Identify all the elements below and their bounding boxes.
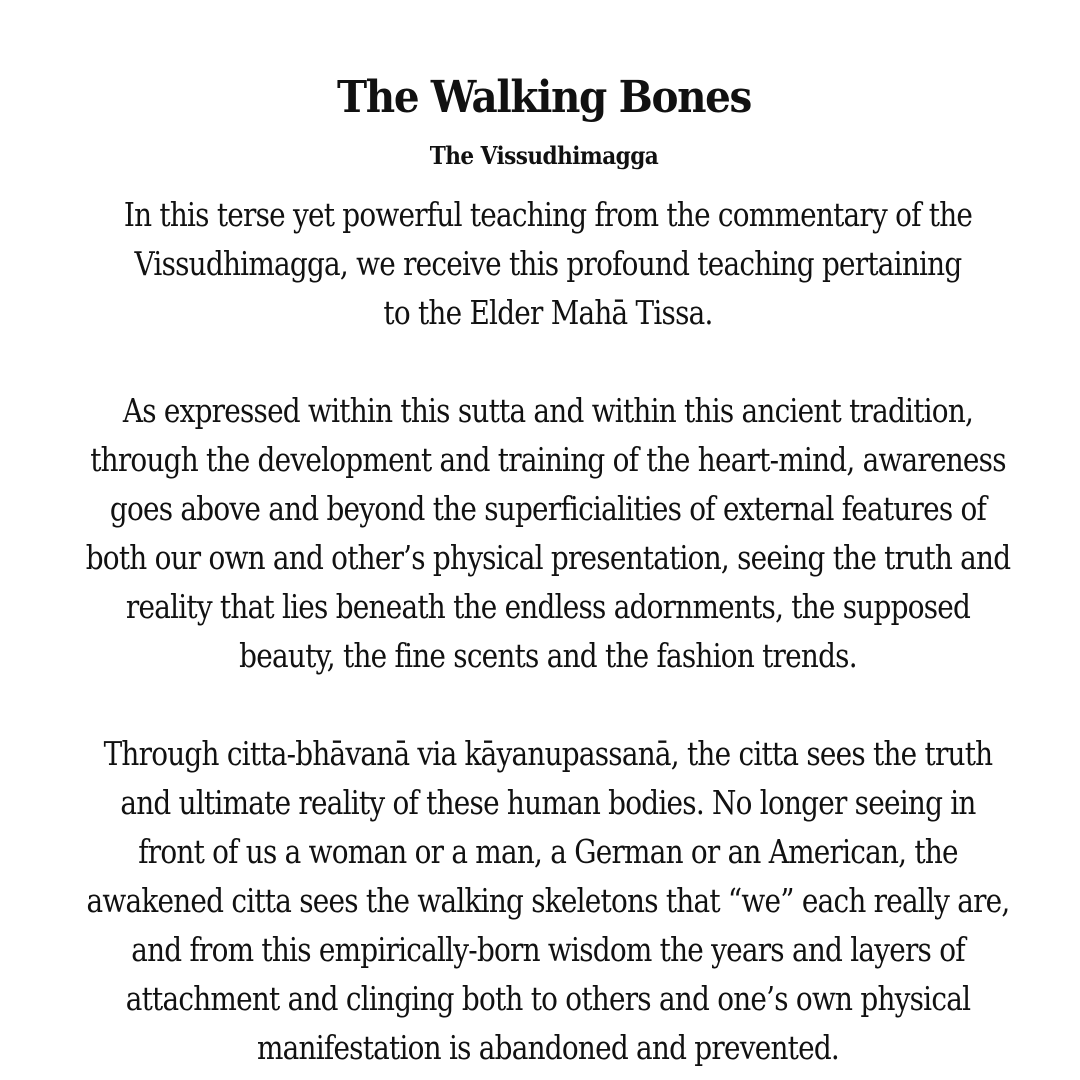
- paragraph-citta: [0, 729, 1080, 1072]
- paragraph-line: beauty, the fine scents and the fashion trends.: [239, 636, 857, 675]
- paragraph-line: through the development and training of the heart-mind, awareness: [90, 440, 1006, 479]
- page-subtitle: The Vissudhimagga: [429, 141, 659, 170]
- paragraph-line: reality that lies beneath the endless adornments, the supposed: [125, 587, 971, 626]
- paragraph-line: Through citta-bhāvanā via kāyanupassanā, the citta sees the truth: [103, 734, 993, 773]
- paragraph-line: and from this empirically-born wisdom the years and layers of: [131, 930, 965, 969]
- paragraph-line: front of us a woman or a man, a German or an American, the: [138, 832, 958, 871]
- paragraph-line: awakened citta sees the walking skeletons that “we” each really are,: [86, 881, 1010, 920]
- paragraph-line: As expressed within this sutta and within this ancient tradition,: [122, 391, 974, 430]
- paragraph-line: In this terse yet powerful teaching from the commentary of the: [123, 195, 973, 234]
- paragraph-line: and ultimate reality of these human bodies. No longer seeing in: [120, 783, 976, 822]
- paragraph-line: attachment and clinging both to others and one’s own physical: [125, 979, 971, 1018]
- page-title: The Walking Bones: [337, 72, 751, 123]
- paragraph-awareness: [0, 386, 1080, 680]
- paragraph-line: Vissudhimagga, we receive this profound teaching pertaining: [134, 244, 962, 283]
- paragraph-line: to the Elder Mahā Tissa.: [383, 293, 713, 332]
- paragraph-line: goes above and beyond the superficialities of external features of: [109, 489, 987, 528]
- paragraph-intro: [0, 190, 1080, 337]
- paragraph-line: both our own and other’s physical presentation, seeing the truth and: [85, 538, 1011, 577]
- paragraph-line: manifestation is abandoned and prevented.: [256, 1028, 840, 1067]
